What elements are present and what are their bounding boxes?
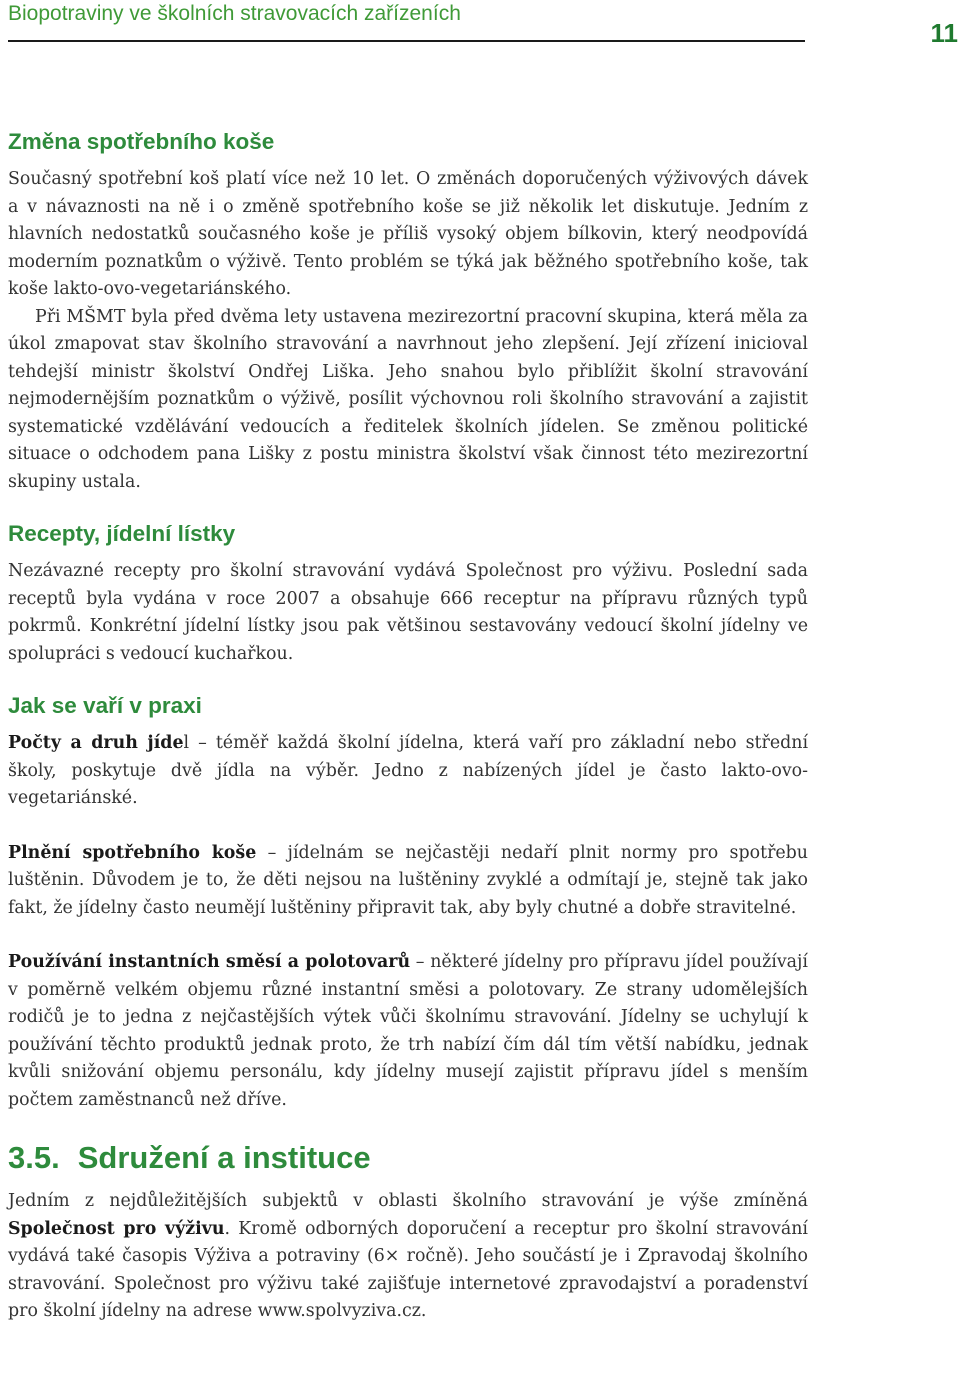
heading-sdruzeni-a-instituce — [8, 1138, 808, 1178]
section-title: Sdružení a instituce — [77, 1140, 371, 1175]
bold-lead-instantni: Používání instantních směsí a polotovarů — [8, 952, 411, 972]
heading-recepty: Recepty, jídelní lístky — [8, 521, 236, 546]
section-number: 3.5. — [8, 1140, 60, 1175]
bold-spolecnost-pro-vyzivu: Společnost pro výživu — [8, 1218, 225, 1239]
page-number: 11 — [930, 18, 958, 48]
paragraph-zmena-1: Současný spotřební koš platí více než 10 let. O změnách doporučených výživových dávek a v návaznosti na ně i o změně spotřebního koše se již několik let diskutuje. Jedním z hlavních nedostatků současného koše je příliš vysoký objem bílkovin, který neodpovídá moderním poznatkům o výživě. Tento problém se týká jak běžného spotřebního koše, tak koše lakto-ovo-vegetariánského. — [8, 169, 808, 299]
paragraph-recepty-1: Nezávazné recepty pro školní stravování vydává Společnost pro výživu. Poslední sada receptů byla vydána v roce 2007 a obsahuje 666 receptur na přípravu různých typů pokrmů. Konkrétní jídelní lístky jsou pak většinou sestavovány vedoucí školní jídelny ve spolupráci s vedoucí kuchařkou. — [8, 561, 808, 664]
page-content — [8, 126, 808, 1326]
text-sdruzeni-after: . Kromě odborných doporučení a receptur pro školní stravování vydává také časopis Výživa a potraviny (6× ročně). Jeho součástí je i Zpravodaj školního stravování. Společnost pro výživu také zajišťuje internetové zpravodajství a poradenství pro školní jídelny na adrese www.spolvyziva.cz. — [8, 1218, 808, 1321]
text-plneni: – jídelnám se nejčastěji nedaří plnit normy pro spotřebu luštěnin. Důvodem je to, že děti nejsou na luštěniny zvyklé a odmítají je, stejně tak jako fakt, že jídelny často neumějí luštěniny připravit tak, aby byly chutné a dobře stravitelné. — [8, 842, 809, 918]
running-header-title: Biopotraviny ve školních stravovacích zařízeních — [8, 2, 461, 25]
text-sdruzeni-before: Jedním z nejdůležitějších subjektů v oblasti školního stravování je výše zmíněná — [8, 1191, 808, 1211]
paragraph-plneni-kose — [8, 840, 808, 923]
text-instantni: – některé jídelny pro přípravu jídel používají v poměrně velkém objemu různé instantní směsi a polotovary. Ze strany udomělejších rodičů je to jedna z nejčastějších výtek vůči školnímu stravování. Jídelny se uchylují k používání těchto produktů jednak proto, že trh nabízí čím dál tím větší nabídku, jednak kvůli snižování objemu personálu, kdy jídelny musejí zajistit přípravu jídel s menším počtem zaměstnanců než dříve. — [8, 952, 808, 1110]
paragraph-pocty-a-druh — [8, 730, 808, 813]
bold-lead-pocty: Počty a druh jíde — [8, 733, 184, 753]
paragraph-sdruzeni-1 — [8, 1188, 808, 1326]
heading-jak-se-vari: Jak se vaří v praxi — [8, 693, 202, 718]
bold-lead-plneni: Plnění spotřebního koše — [8, 842, 257, 863]
header-rule — [8, 40, 805, 42]
paragraph-zmena-2: Při MŠMT byla před dvěma lety ustavena mezirezortní pracovní skupina, která měla za úkol zmapovat stav školního stravování a navrhnout jeho zlepšení. Její zřízení inicioval tehdejší ministr školství Ondřej Liška. Jeho snahou bylo přiblížit školní stravování nejmodernějším poznatkům o výživě, posílit výchovnou roli školního stravování a zajistit systematické vzdělávání vedoucích a ředitelek školních jídelen. Se změnou politické situace o odchodem pana Lišky z postu ministra školství však činnost této mezirezortní skupiny ustala. — [8, 306, 808, 492]
text-pocty: l – téměř každá školní jídelna, která vaří pro základní nebo střední školy, poskytuje dvě jídla na výběr. Jedno z nabízených jídel je často lakto-ovo-vegetariánské. — [8, 733, 809, 808]
heading-zmena-spotrebniho-kose: Změna spotřebního koše — [8, 129, 275, 154]
paragraph-instantni-smesi — [8, 949, 808, 1114]
